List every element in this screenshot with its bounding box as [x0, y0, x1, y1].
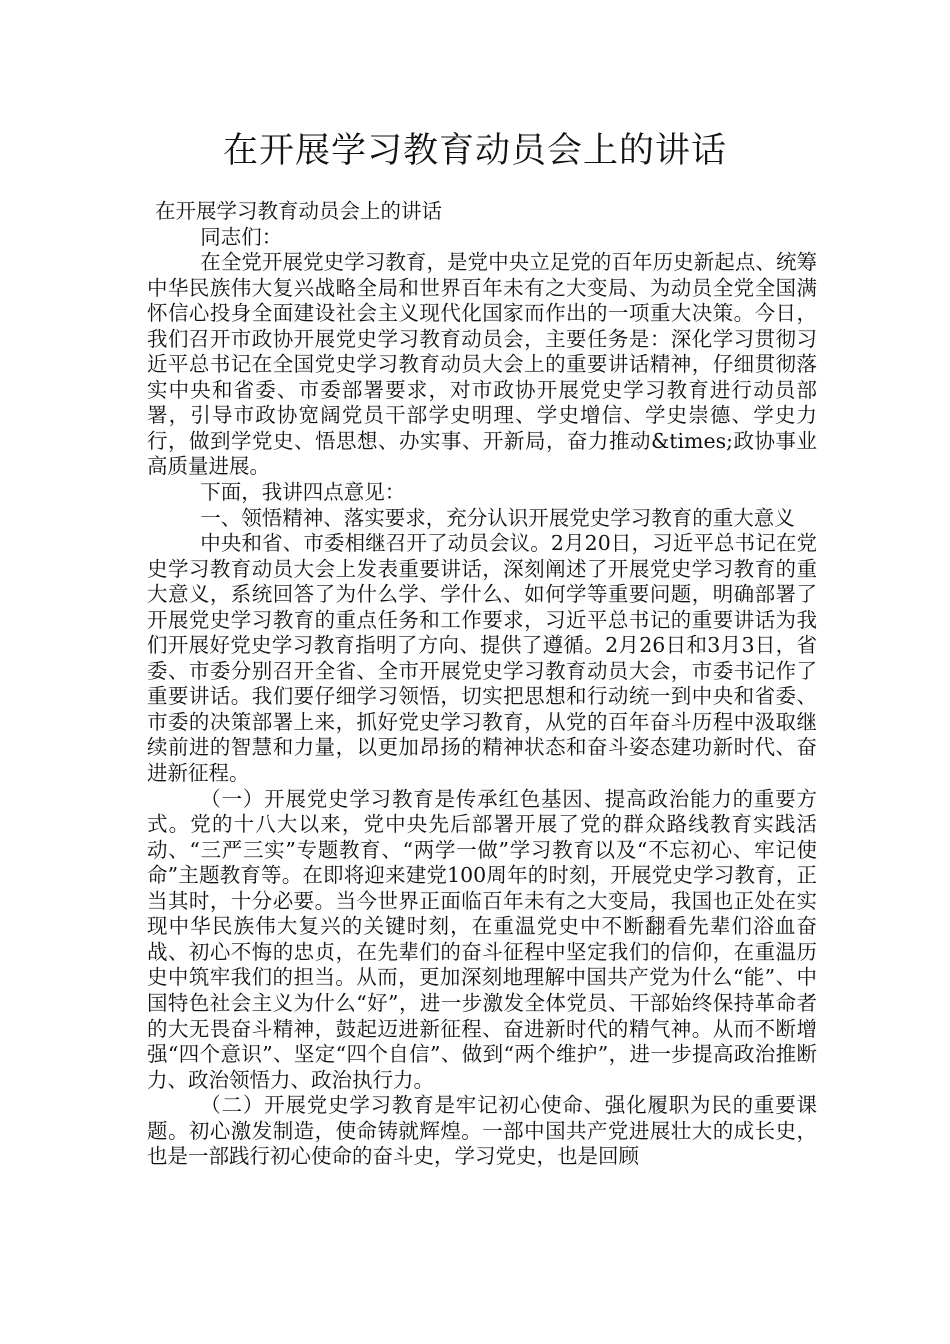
paragraph: 中央和省、市委相继召开了动员会议。2月20日，习近平总书记在党史学习教育动员大会上发表重要讲话，深刻阐述了开展党史学习教育的重大意义，系统回答了为什么学、学什么、如何学等重要问题，明确部署了开展党史学习教育的重点任务和工作要求，习近平总书记的重要讲话为我们开展好党史学习教育指明了方向、提供了遵循。2月26日和3月3日，省委、市委分别召开全省、全市开展党史学习教育动员大会，市委书记作了重要讲话。我们要仔细学习领悟，切实把思想和行动统一到中央和省委、市委的决策部署上来，抓好党史学习教育，从党的百年奋斗历程中汲取继续前进的智慧和力量，以更加昂扬的精神状态和奋斗姿态建功新时代、奋进新征程。	[147, 531, 817, 786]
document-body	[147, 199, 817, 1170]
paragraph: 下面，我讲四点意见：	[200, 480, 406, 505]
document-subtitle: 在开展学习教育动员会上的讲话	[155, 199, 442, 223]
paragraph: 在全党开展党史学习教育，是党中央立足党的百年历史新起点、统筹中华民族伟大复兴战略全局和世界百年未有之大变局、为动员全党全国满怀信心投身全面建设社会主义现代化国家而作出的一项重大决策。今日，我们召开市政协开展党史学习教育动员会，主要任务是：深化学习贯彻习近平总书记在全国党史学习教育动员大会上的重要讲话精神，仔细贯彻落实中央和省委、市委部署要求，对市政协开展党史学习教育进行动员部署，引导市政协宽阔党员干部学史明理、学史增信、学史崇德、学史力行，做到学党史、悟思想、办实事、开新局，奋力推动&times;政协事业高质量进展。	[147, 250, 817, 479]
document-title: 在开展学习教育动员会上的讲话	[222, 131, 727, 171]
section-heading: 一、领悟精神、落实要求，充分认识开展党史学习教育的重大意义	[200, 505, 795, 530]
greeting: 同志们：	[200, 224, 283, 249]
paragraph: （二）开展党史学习教育是牢记初心使命、强化履职为民的重要课题。初心激发制造，使命铸就辉煌。一部中国共产党进展壮大的成长史，也是一部践行初心使命的奋斗史，学习党史，也是回顾	[147, 1093, 817, 1169]
paragraph: （一）开展党史学习教育是传承红色基因、提高政治能力的重要方式。党的十八大以来，党中央先后部署开展了党的群众路线教育实践活动、“三严三实”专题教育、“两学一做”学习教育以及“不忘初心、牢记使命”主题教育等。在即将迎来建党100周年的时刻，开展党史学习教育，正当其时，十分必要。当今世界正面临百年未有之大变局，我国也正处在实现中华民族伟大复兴的关键时刻，在重温党史中不断翻看先辈们浴血奋战、初心不悔的忠贞，在先辈们的奋斗征程中坚定我们的信仰，在重温历史中筑牢我们的担当。从而，更加深刻地理解中国共产党为什么“能”、中国特色社会主义为什么“好”，进一步激发全体党员、干部始终保持革命者的大无畏奋斗精神，鼓起迈进新征程、奋进新时代的精气神。从而不断增强“四个意识”、坚定“四个自信”、做到“两个维护”，进一步提高政治推断力、政治领悟力、政治执行力。	[147, 786, 817, 1092]
